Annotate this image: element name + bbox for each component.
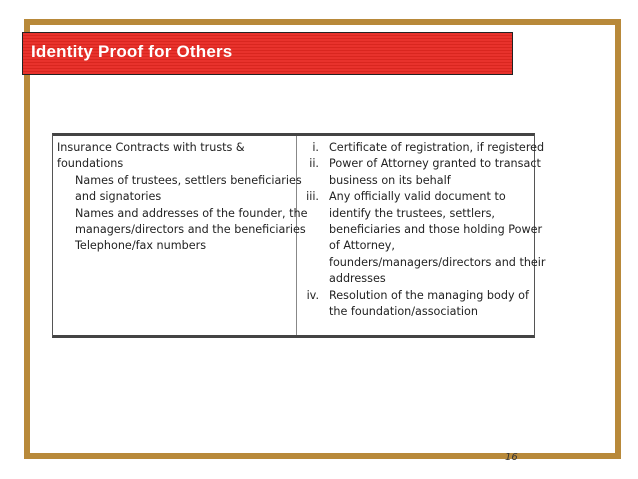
item-line: Certificate of registration, if registered xyxy=(329,141,545,154)
heading-line: Insurance Contracts with trusts & xyxy=(57,141,245,154)
info-line: and signatories xyxy=(75,190,162,204)
info-line: Names of trustees, settlers beneficiaries xyxy=(75,173,302,187)
heading-line: foundations xyxy=(57,157,124,171)
item-line: Resolution of the managing body of xyxy=(329,288,529,302)
document-item-ii xyxy=(297,156,541,189)
item-line: identify the trustees, settlers, xyxy=(329,206,495,220)
item-line: founders/managers/directors and their xyxy=(329,255,546,269)
item-line: of Attorney, xyxy=(329,239,395,253)
item-number: ii. xyxy=(309,157,319,171)
document-item-i xyxy=(297,140,545,156)
item-line: Any officially valid document to xyxy=(329,190,506,204)
item-line: business on its behalf xyxy=(329,173,451,187)
item-line: the foundation/association xyxy=(329,305,478,319)
item-number: iv. xyxy=(306,288,319,302)
info-line: Names and addresses of the founder, the xyxy=(75,206,308,220)
documents-cell xyxy=(297,136,546,339)
document-table xyxy=(52,133,546,338)
customer-type-cell xyxy=(53,136,308,335)
item-number: iii. xyxy=(306,190,319,204)
title-bar xyxy=(22,32,513,75)
document-item-iv xyxy=(297,288,534,321)
info-line: managers/directors and the beneficiaries xyxy=(75,223,306,237)
info-line: Telephone/fax numbers xyxy=(75,239,207,253)
item-line: addresses xyxy=(329,272,386,286)
document-item-iii xyxy=(297,189,546,287)
item-line: Power of Attorney granted to transact xyxy=(329,157,541,171)
item-line: beneficiaries and those holding Power xyxy=(329,223,543,237)
page-number: 16 xyxy=(505,452,518,463)
slide-title: Identity Proof for Others xyxy=(31,42,233,61)
item-number: i. xyxy=(312,141,319,154)
